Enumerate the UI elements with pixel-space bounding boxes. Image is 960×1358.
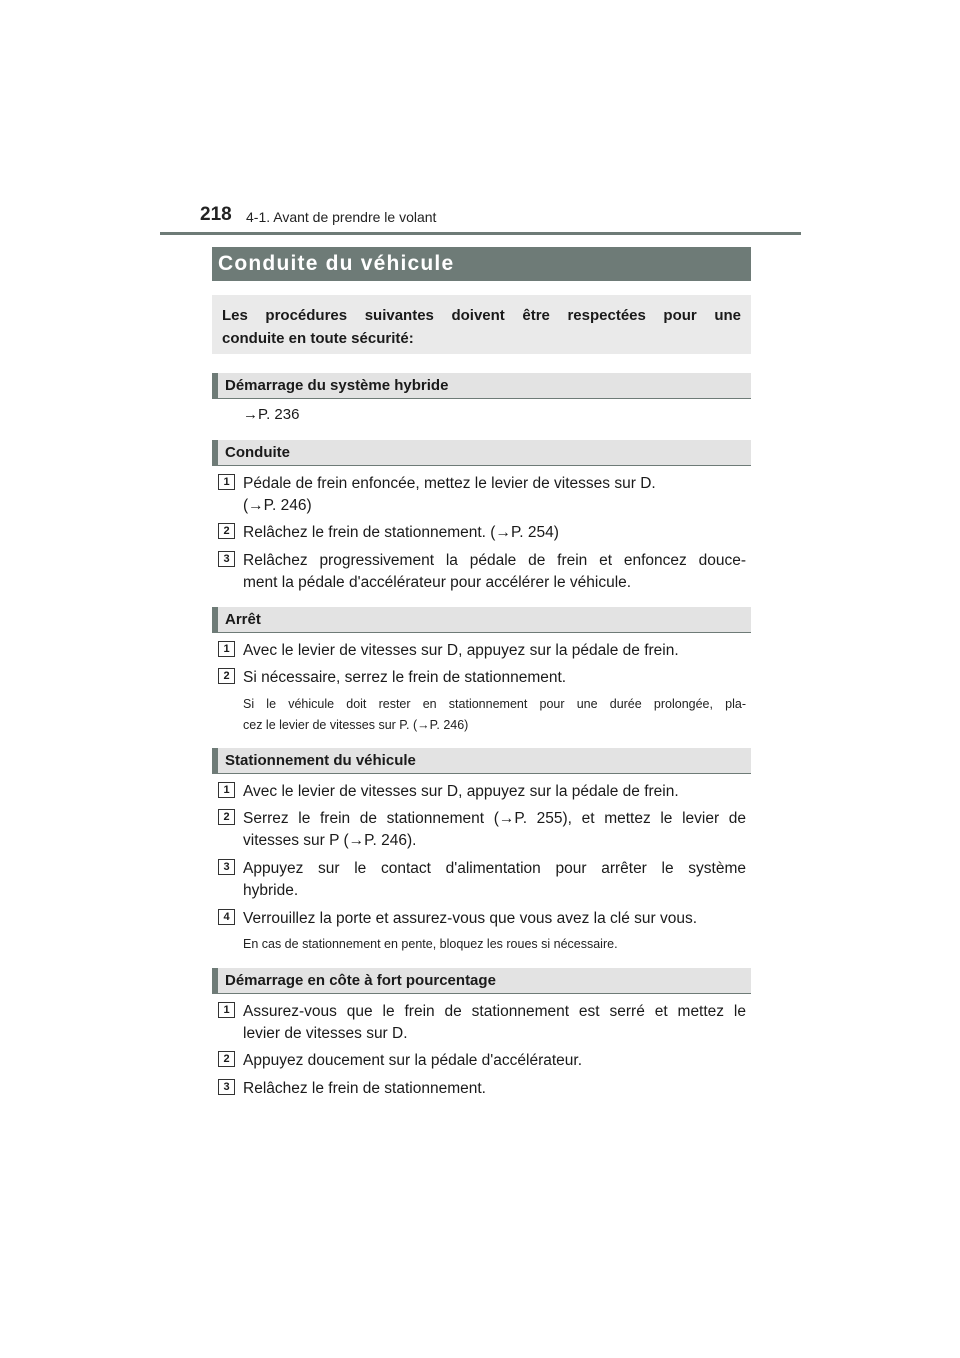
section-heading-hill: Démarrage en côte à fort pourcentage [212,968,751,994]
step-number: 1 [218,474,235,490]
step-number: 2 [218,809,235,825]
header-divider [160,232,801,235]
step-text [243,1001,746,1045]
step-text [243,781,746,803]
note-text: En cas de stationnement en pente, bloquez les roues si nécessaire. [243,937,618,951]
step-line: Avec le levier de vitesses sur D, appuyez sur la pédale de frein. [243,783,679,800]
intro-line: Les procédures suivantes doivent être respectées pour une [222,307,741,324]
step-line: Si nécessaire, serrez le frein de stationnement. [243,669,567,686]
section-heading-drive: Conduite [212,440,751,466]
note-text [243,694,746,736]
section-heading-park: Stationnement du véhicule [212,748,751,774]
step-number: 3 [218,551,235,567]
chapter-title: 4-1. Avant de prendre le volant [246,209,437,225]
step-number: 1 [218,641,235,657]
step-number: 1 [218,1002,235,1018]
step-line: Appuyez sur le contact d'alimentation pour arrêter le système [243,860,746,877]
step-text [243,473,746,517]
step-text [243,858,746,902]
intro-line: conduite en toute sécurité: [222,330,414,347]
step-text [243,522,746,544]
section-heading-start: Démarrage du système hybride [212,373,751,399]
step-line: ment la pédale d'accélérateur pour accélérer le véhicule. [243,574,632,591]
step-line: vitesses sur P (→P. 246). [243,832,417,849]
step-line: Relâchez progressivement la pédale de frein et enfoncez douce- [243,552,746,569]
step-line: Avec le levier de vitesses sur D, appuyez sur la pédale de frein. [243,642,679,659]
step-line: levier de vitesses sur D. [243,1025,408,1042]
step-text [243,550,746,594]
step-line: Assurez-vous que le frein de stationnement est serré et mettez le [243,1003,746,1020]
step-number: 2 [218,523,235,539]
intro-box [212,295,751,354]
note-line: cez le levier de vitesses sur P. (→P. 246) [243,718,469,732]
step-line: (→P. 246) [243,497,312,514]
step-text [243,640,746,662]
page-header [200,204,800,234]
step-text [243,1050,746,1072]
step-number: 2 [218,1051,235,1067]
step-number: 2 [218,668,235,684]
step-number: 1 [218,782,235,798]
step-line: Relâchez le frein de stationnement. (→P. 254) [243,524,559,541]
step-text [243,667,746,689]
step-line: Pédale de frein enfoncée, mettez le levier de vitesses sur D. [243,475,656,492]
section-heading-stop: Arrêt [212,607,751,633]
step-line: Serrez le frein de stationnement (→P. 255), et mettez le levier de [243,810,746,827]
step-line: Relâchez le frein de stationnement. [243,1080,486,1097]
step-line: Appuyez doucement sur la pédale d'accélérateur. [243,1052,583,1069]
step-line: hybride. [243,882,299,899]
step-text [243,908,746,930]
step-text [243,1078,746,1100]
step-number: 3 [218,1079,235,1095]
page-number: 218 [200,204,232,225]
page-title: Conduite du véhicule [212,247,751,281]
step-line: Verrouillez la porte et assurez-vous que vous avez la clé sur vous. [243,910,698,927]
step-number: 3 [218,859,235,875]
page-reference: →P. 236 [243,406,300,423]
step-number: 4 [218,909,235,925]
step-text [243,808,746,852]
note-line: Si le véhicule doit rester en stationnement pour une durée prolongée, pla- [243,697,746,711]
